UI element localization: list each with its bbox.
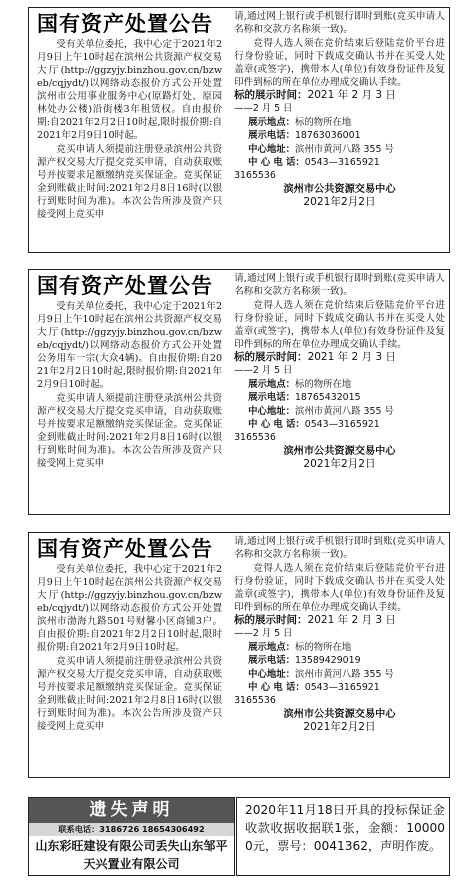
display-time-value: 2021 年 2 月 3 日 [307,614,396,626]
display-phone-row [234,654,445,667]
notice-paragraph: 竞买申请人须提前注册登录滨州公共资源产权交易大厅提交竞买申请，自动获取账号并按要求足额缴纳竞买保证金。竞买保证金到账截止时间:2021年2月8日16时(以银行到账时间为准)。本次公告所涉及资产只接受网上竞买申 [37,144,223,220]
issuer-signature: 滨州市公共资源交易中心 [283,445,396,457]
display-phone-row [234,391,445,404]
display-phone-label: 展示电话： [248,392,295,404]
display-time-row [234,614,445,627]
center-phone-label: 中 心 电 话： [248,682,305,694]
display-place-label: 展示地点： [248,116,295,128]
lost-notice-title: 遗失声明 [29,798,234,823]
deposit-receipt-notice [236,797,450,876]
display-time-row [234,89,445,102]
display-phone-value: 18763036001 [294,130,361,142]
notice-paragraph: 请,通过网上银行或手机银行即时到账(竞买申请人名称和交款方名称须一致)。 [234,11,445,35]
center-phone-label: 中 心 电 话： [248,157,305,169]
display-phone-label: 展示电话： [248,130,295,142]
center-phone-extra: 3165536 [234,695,276,707]
deposit-notice-text: 2020年11月18日开具的投标保证金收款收据收据联1张，金额：100000元，票号：0041362，声明作废。 [245,803,445,853]
display-place-label: 展示地点： [248,641,295,653]
display-time-end: ——2 月 5 日 [234,365,293,377]
center-address-label: 中心地址： [248,668,295,680]
notice-right-column [226,533,449,777]
issue-date: 2021年2月2日 [303,721,376,734]
notice-title: 国有资产处置公告 [37,537,213,561]
display-place-row [234,116,445,129]
asset-disposal-notice-1 [28,7,450,253]
center-phone-value: 0543—3165921 [304,157,380,169]
notice-title: 国有资产处置公告 [37,12,213,36]
center-phone-label: 中 心 电 话： [248,419,305,431]
issue-date: 2021年2月2日 [303,458,376,471]
notice-right-column [226,8,449,252]
notice-paragraph: 请,通过网上银行或手机银行即时到账(竞买申请人名称和交款方名称须一致)。 [234,536,445,560]
display-place-value: 标的物所在地 [294,378,352,390]
notice-left-column [29,8,226,252]
display-time-label: 标的展示时间： [234,351,308,363]
display-place-row [234,378,445,391]
center-phone-row [234,418,445,431]
center-address-label: 中心地址： [248,143,295,155]
notice-paragraph: 竞买申请人须提前注册登录滨州公共资源产权交易大厅提交竞买申请，自动获取账号并按要求足额缴纳竞买保证金。竞买保证金到账截止时间:2021年2月8日16时(以银行到账时间为准)。本次公告所涉及资产只接受网上竞买申 [37,393,223,469]
display-place-row [234,641,445,654]
center-address-value: 滨州市黄河八路 355 号 [294,405,394,417]
display-time-value: 2021 年 2 月 3 日 [307,89,396,101]
display-time-label: 标的展示时间： [234,89,308,101]
display-time-end: ——2 月 5 日 [234,628,293,640]
center-address-value: 滨州市黄河八路 355 号 [294,143,394,155]
notice-paragraph: 受有关单位委托，我中心定于2021年2月9日上午10时起在滨州公共资源产权交易大厅(http://ggzyjy.binzhou.gov.cn/bzweb/cqjydt/)以网络动态报价方式公开处置滨州市公用事业服务中心(原路灯处、原园林处办公楼)沿街楼3年租赁权。自由报价期:自2021年2月2日10时起,限时报价期:自2021年2月9日10时起。 [37,39,223,141]
notice-title: 国有资产处置公告 [37,274,213,298]
display-time-label: 标的展示时间： [234,614,308,626]
center-phone-row [234,156,445,169]
lost-notice-text: 山东彩旺建设有限公司丢失山东邹平天兴置业有限公司 [35,839,228,871]
display-phone-row [234,129,445,142]
notice-left-column [29,533,226,777]
display-place-value: 标的物所在地 [294,116,352,128]
notice-paragraph: 受有关单位委托，我中心定于2021年2月9日上午10时起在滨州公共资源产权交易大厅(http://ggzyjy.binzhou.gov.cn/bzweb/cqjydt/)以网络动态报价方式公开处置滨州市渤海九路501号财馨小区商铺3户。自由报价期:自2021年2月2日10时起,限时报价期:自2021年2月9日10时起。 [37,564,223,653]
notice-paragraph: 竞得人选人须在竞价结束后登陆竞价平台进行身份验证，同时下载成交确认书并在买受人处盖章(或签字)，携带本人(单位)有效身份证件及复印件到标的所在单位办理成交确认手续。 [234,300,445,350]
display-time-row [234,351,445,364]
asset-disposal-notice-3 [28,532,450,778]
issuer-signature: 滨州市公共资源交易中心 [283,183,396,195]
display-time-value: 2021 年 2 月 3 日 [307,351,396,363]
display-phone-label: 展示电话： [248,655,295,667]
lost-notice-phone: 联系电话：3186726 18654306492 [29,823,234,836]
display-place-label: 展示地点： [248,378,295,390]
center-address-label: 中心地址： [248,405,295,417]
asset-disposal-notice-2 [28,269,450,515]
issue-date: 2021年2月2日 [303,196,376,209]
center-address-row [234,668,445,681]
notice-paragraph: 竞买申请人须提前注册登录滨州公共资源产权交易大厅提交竞买申请，自动获取账号并按要求足额缴纳竞买保证金。竞买保证金到账截止时间:2021年2月8日16时(以银行到账时间为准)。本次公告所涉及资产只接受网上竞买申 [37,656,223,732]
notice-paragraph: 竞得人选人须在竞价结束后登陆竞价平台进行身份验证，同时下载成交确认书并在买受人处盖章(或签字)，携带本人(单位)有效身份证件及复印件到标的所在单位办理成交确认手续。 [234,38,445,88]
notice-paragraph: 请,通过网上银行或手机银行即时到账(竞买申请人名称和交款方名称须一致)。 [234,273,445,297]
center-address-value: 滨州市黄河八路 355 号 [294,668,394,680]
center-address-row [234,143,445,156]
center-phone-value: 0543—3165921 [304,419,380,431]
center-phone-value: 0543—3165921 [304,682,380,694]
center-address-row [234,405,445,418]
display-place-value: 标的物所在地 [294,641,352,653]
notice-right-column [226,270,449,514]
center-phone-row [234,681,445,694]
notice-left-column [29,270,226,514]
center-phone-extra: 3165536 [234,170,276,182]
display-phone-value: 18765432015 [294,392,361,404]
issuer-signature: 滨州市公共资源交易中心 [283,708,396,720]
notice-paragraph: 受有关单位委托，我中心定于2021年2月9日上午10时起在滨州公共资源产权交易大厅(http://ggzyjy.binzhou.gov.cn/bzweb/cqjydt/)以网络动态报价方式公开处置公务用车一宗(大众4辆)。自由报价期:自2021年2月2日10时起,限时报价期:自2021年2月9日10时起。 [37,301,223,390]
center-phone-extra: 3165536 [234,432,276,444]
lost-declaration-notice [28,797,235,876]
notice-paragraph: 竞得人选人须在竞价结束后登陆竞价平台进行身份验证，同时下载成交确认书并在买受人处盖章(或签字)，携带本人(单位)有效身份证件及复印件到标的所在单位办理成交确认手续。 [234,563,445,613]
display-phone-value: 13589429019 [294,655,361,667]
display-time-end: ——2 月 5 日 [234,103,293,115]
